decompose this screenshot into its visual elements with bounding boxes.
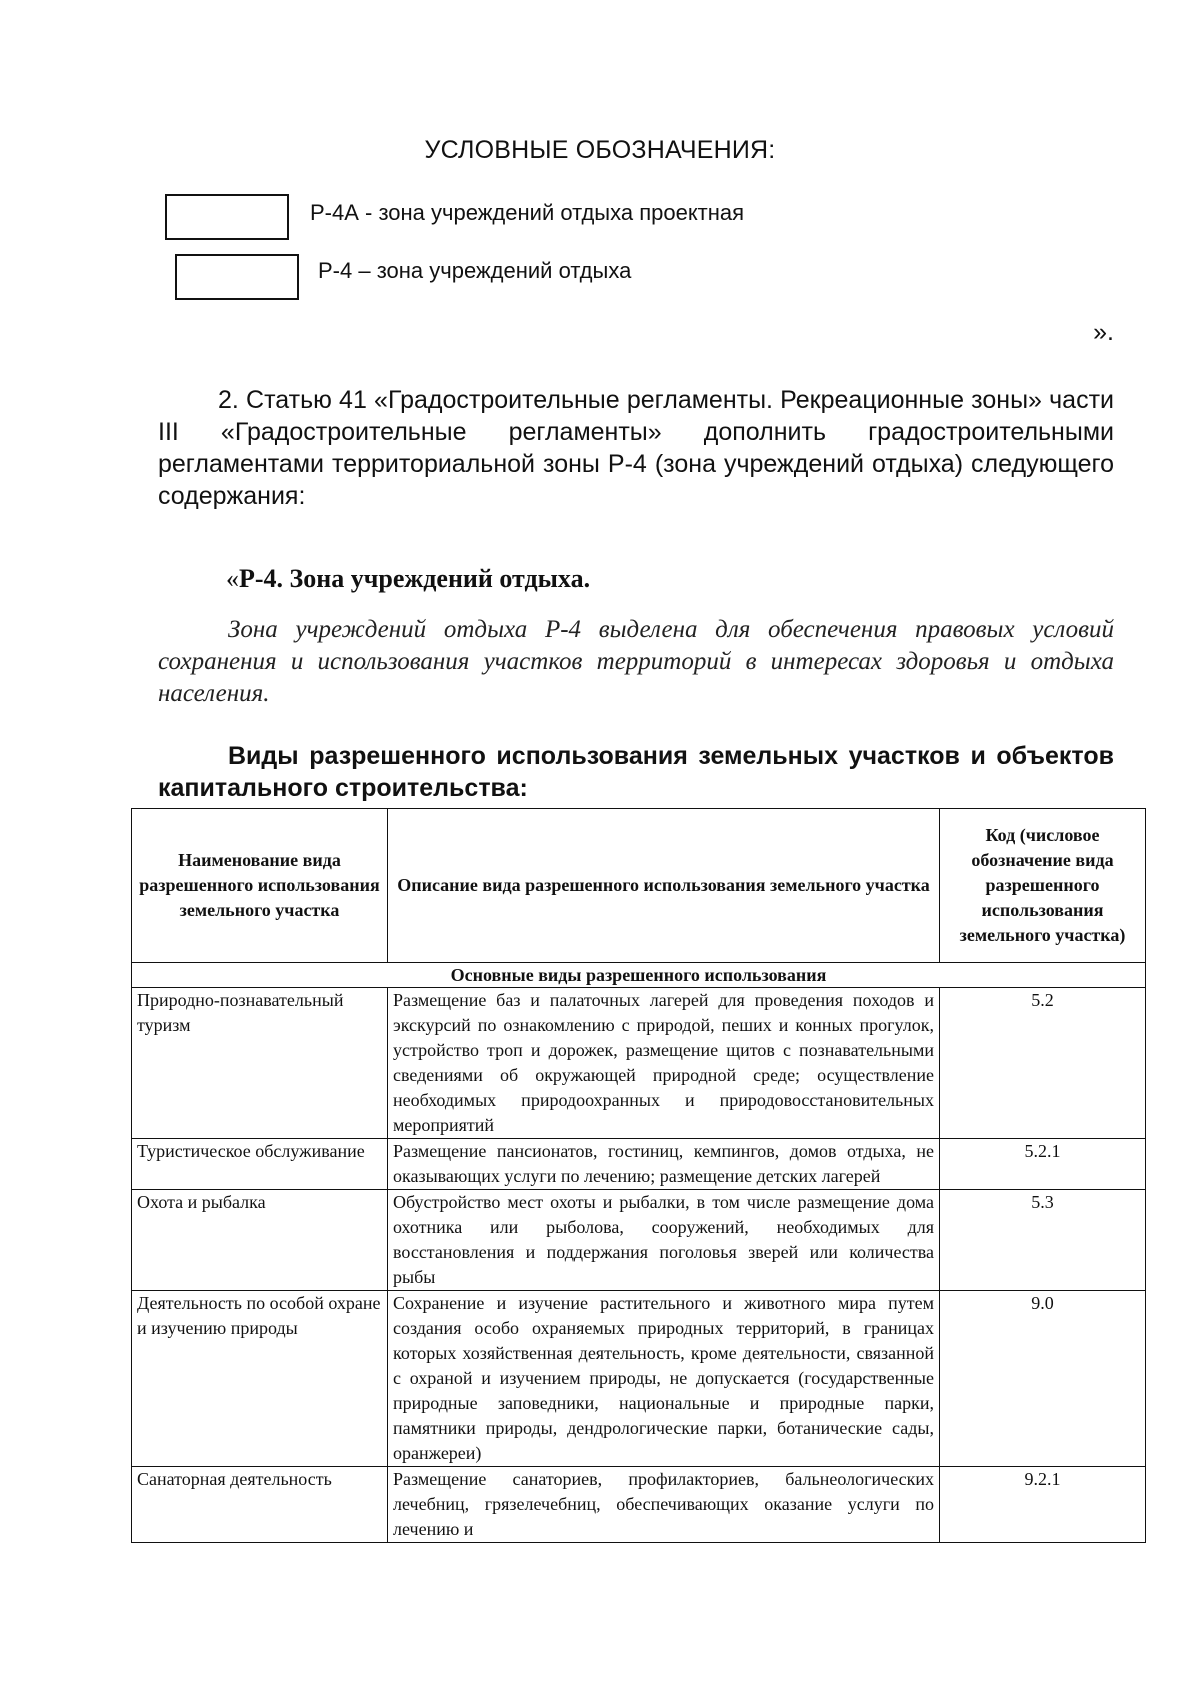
table-row — [132, 1291, 1146, 1467]
zone-open-quote: « — [226, 564, 239, 593]
table-row — [132, 1190, 1146, 1291]
header-description: Описание вида разрешенного использования земельного участка — [388, 809, 940, 963]
table-heading: Виды разрешенного использования земельных участков и объектов капитального строительства: — [158, 742, 1114, 802]
legend-label-p4a: Р-4А - зона учреждений отдыха проектная — [310, 200, 745, 225]
legend-swatch-p4 — [175, 254, 299, 300]
zone-heading — [226, 564, 590, 594]
row-description: Размещение баз и палаточных лагерей для проведения походов и экскурсий по ознакомлению с природой, пеших и конных прогулок, устройство троп и дорожек, размещение щитов с познавательными сведениями об окружающей природной среде; осуществление необходимых природоохранных и природовосстановительных мероприятий — [388, 988, 940, 1139]
section-title: Основные виды разрешенного использования — [132, 963, 1146, 988]
row-description: Размещение пансионатов, гостиниц, кемпингов, домов отдыха, не оказывающих услуги по лечению; размещение детских лагерей — [388, 1139, 940, 1190]
header-code: Код (числовое обозначение вида разрешенного использования земельного участка) — [940, 809, 1146, 963]
table-row — [132, 1467, 1146, 1543]
table-row — [132, 1139, 1146, 1190]
row-name: Туристическое обслуживание — [132, 1139, 388, 1190]
row-code: 9.2.1 — [940, 1467, 1146, 1543]
header-name: Наименование вида разрешенного использования земельного участка — [132, 809, 388, 963]
amendment-paragraph: 2. Статью 41 «Градостроительные регламенты. Рекреационные зоны» части III «Градостроительные регламенты» дополнить градостроительными регламентами территориальной зоны Р-4 (зона учреждений отдыха) следующего содержания: — [158, 386, 1114, 510]
table-section-row — [132, 963, 1146, 988]
legend-title: УСЛОВНЫЕ ОБОЗНАЧЕНИЯ: — [424, 136, 776, 164]
legend-swatch-p4a — [165, 194, 289, 240]
table-header-row — [132, 809, 1146, 963]
row-code: 5.2.1 — [940, 1139, 1146, 1190]
closing-quote: ». — [1093, 318, 1114, 346]
row-name: Охота и рыбалка — [132, 1190, 388, 1291]
row-description: Размещение санаториев, профилакториев, бальнеологических лечебниц, грязелечебниц, обеспечивающих оказание услуги по лечению и — [388, 1467, 940, 1543]
zone-title: Р-4. Зона учреждений отдыха. — [239, 564, 591, 593]
row-code: 5.2 — [940, 988, 1146, 1139]
row-description: Обустройство мест охоты и рыбалки, в том числе размещение дома охотника или рыболова, сооружений, необходимых для восстановления и поддержания поголовья зверей или количества рыбы — [388, 1190, 940, 1291]
row-code: 9.0 — [940, 1291, 1146, 1467]
zone-description: Зона учреждений отдыха Р-4 выделена для обеспечения правовых условий сохранения и использования участков территорий в интересах здоровья и отдыха населения. — [158, 616, 1114, 707]
row-code: 5.3 — [940, 1190, 1146, 1291]
permitted-use-table — [131, 808, 1146, 1543]
row-description: Сохранение и изучение растительного и животного мира путем создания особо охраняемых природных территорий, в границах которых хозяйственная деятельность, кроме деятельности, связанной с охраной и изучением природы, не допускается (государственные природные заповедники, национальные и природные парки, памятники природы, дендрологические парки, ботанические сады, оранжереи) — [388, 1291, 940, 1467]
row-name: Природно-познавательный туризм — [132, 988, 388, 1139]
legend-label-p4: Р-4 – зона учреждений отдыха — [318, 258, 632, 283]
row-name: Деятельность по особой охране и изучению природы — [132, 1291, 388, 1467]
row-name: Санаторная деятельность — [132, 1467, 388, 1543]
table-row — [132, 988, 1146, 1139]
